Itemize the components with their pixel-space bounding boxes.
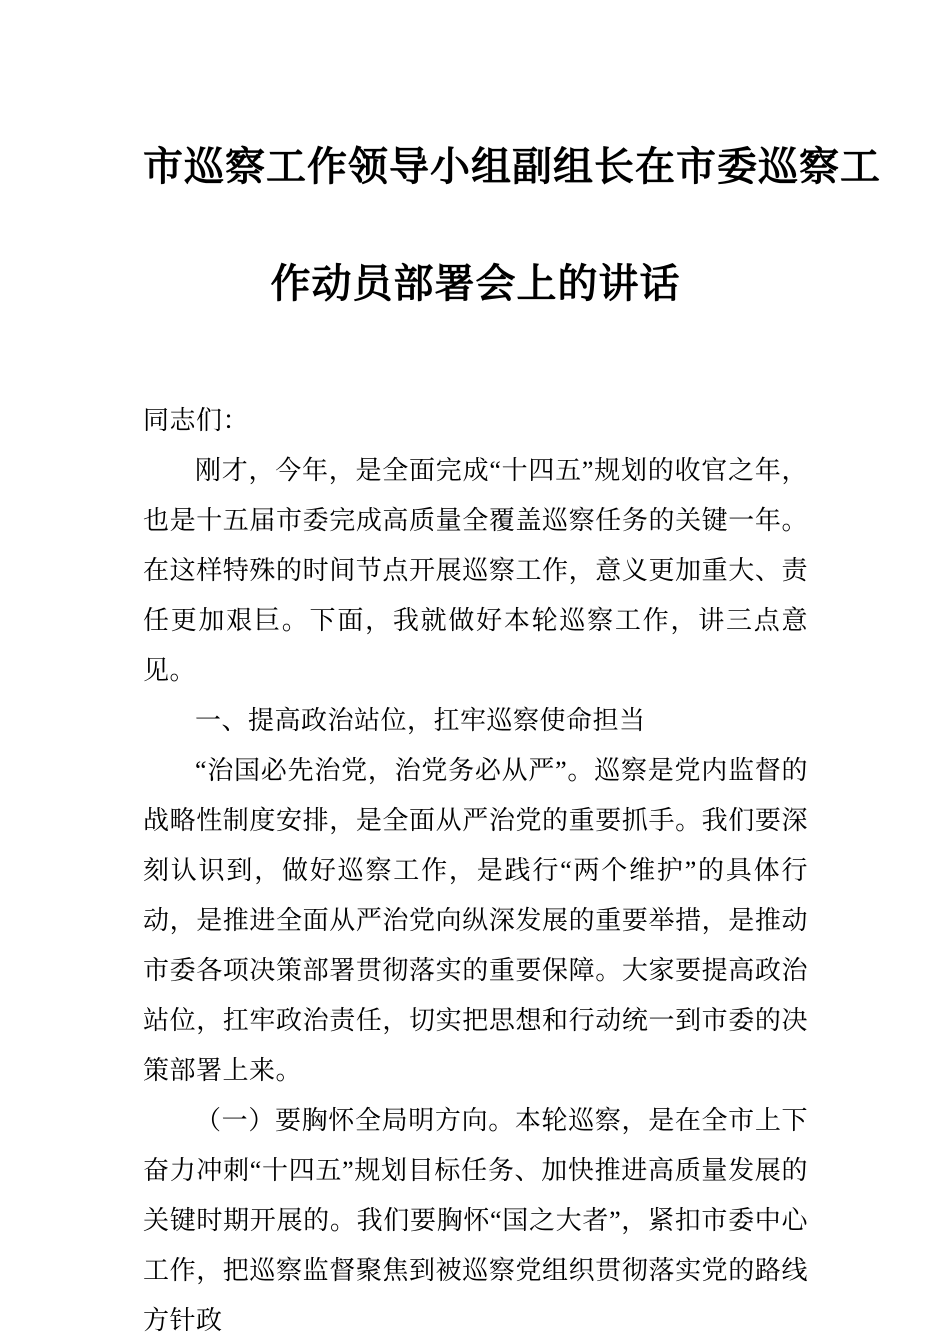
paragraph: “治国必先治党，治党务必从严”。巡察是党内监督的战略性制度安排，是全面从严治党的重要抓手。我们要深刻认识到，做好巡察工作，是践行“两个维护”的具体行动，是推进全面从严治党向纵深发展的重要举措，是推动市委各项决策部署贯彻落实的重要保障。大家要提高政治站位，扛牢政治责任，切实把思想和行动统一到市委的决策部署上来。 [143,756,808,1085]
title-line-2: 作动员部署会上的讲话 [270,261,681,306]
document-body [143,396,808,1344]
title-line-1: 市巡察工作领导小组副组长在市委巡察工 [143,144,881,189]
salutation: 同志们： [143,406,250,435]
paragraph: 刚才，今年，是全面完成“十四五”规划的收官之年，也是十五届市委完成高质量全覆盖巡察任务的关键一年。在这样特殊的时间节点开展巡察工作，意义更加重大、责任更加艰巨。下面，我就做好本轮巡察工作，讲三点意见。 [143,456,808,685]
paragraph: （一）要胸怀全局明方向。本轮巡察，是在全市上下奋力冲刺“十四五”规划目标任务、加快推进高质量发展的关键时期开展的。我们要胸怀“国之大者”，紧扣市委中心工作，把巡察监督聚焦到被巡察党组织贯彻落实党的路线方针政 [143,1106,808,1335]
document-title [143,108,881,342]
section-heading: 一、提高政治站位，扛牢巡察使命担当 [195,706,646,735]
